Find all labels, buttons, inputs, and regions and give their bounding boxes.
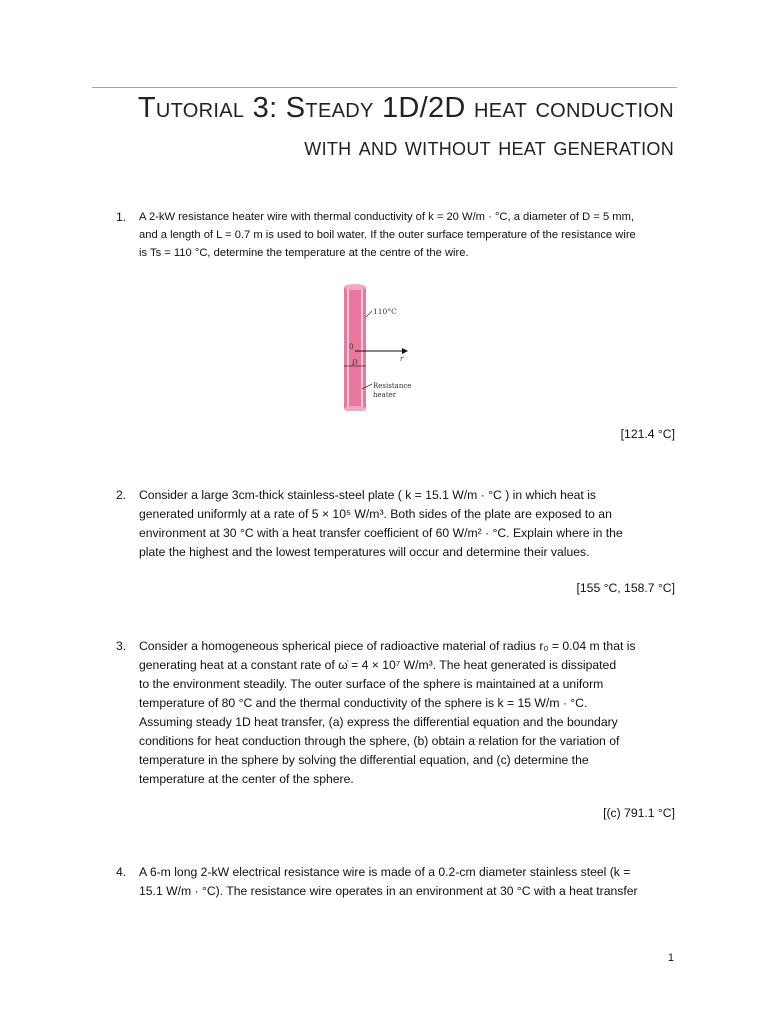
question-number: 4. xyxy=(116,865,127,879)
question-line: plate the highest and the lowest temperatures will occur and determine their values. xyxy=(139,545,590,559)
heater-wire-figure xyxy=(336,281,436,411)
question-4 xyxy=(116,863,676,901)
title-line-1: Tutorial 3: Steady 1D/2D heat conduction xyxy=(137,92,674,124)
question-line: A 6-m long 2-kW electrical resistance wire is made of a 0.2-cm diameter stainless steel (k = xyxy=(139,865,631,879)
heater-label-2: heater xyxy=(373,391,397,399)
question-line: temperature in the sphere by solving the differential equation, and (c) determine the xyxy=(139,753,589,767)
question-line: Assuming steady 1D heat transfer, (a) express the differential equation and the boundary xyxy=(139,715,618,729)
temp-label: 110°C xyxy=(373,307,397,316)
question-line: temperature of 80 °C and the thermal conductivity of the sphere is k = 15 W/m · °C. xyxy=(139,696,588,710)
question-line: is Ts = 110 °C, determine the temperature at the centre of the wire. xyxy=(139,247,469,259)
title-line-2: with and without heat generation xyxy=(304,133,674,161)
question-line: generated uniformly at a rate of 5 × 10⁵ W/m³. Both sides of the plate are exposed to an xyxy=(139,507,612,521)
question-text xyxy=(139,637,676,789)
question-text xyxy=(139,863,676,901)
question-text xyxy=(139,208,676,262)
question-line: conditions for heat conduction through the sphere, (b) obtain a relation for the variation of xyxy=(139,734,620,748)
question-line: 15.1 W/m · °C). The resistance wire operates in an environment at 30 °C with a heat transfer xyxy=(139,884,638,898)
arrow-head xyxy=(402,348,408,354)
question-number: 2. xyxy=(116,488,127,502)
question-3 xyxy=(116,637,676,789)
answer-3: [(c) 791.1 °C] xyxy=(603,806,675,820)
question-line: Consider a large 3cm-thick stainless-steel plate ( k = 15.1 W/m · °C ) in which heat is xyxy=(139,488,596,502)
question-text xyxy=(139,486,676,562)
question-1 xyxy=(116,208,676,262)
question-line: environment at 30 °C with a heat transfer coefficient of 60 W/m² · °C. Explain where in the xyxy=(139,526,623,540)
wire-top-end xyxy=(344,284,366,290)
wire-body xyxy=(344,287,366,409)
question-2 xyxy=(116,486,676,562)
question-line: Consider a homogeneous spherical piece of radioactive material of radius r₀ = 0.04 m that is xyxy=(139,639,636,653)
question-line: generating heat at a constant rate of ω̇ = 4 × 10⁷ W/m³. The heat generated is dissipated xyxy=(139,658,617,672)
d-label: D xyxy=(352,359,358,367)
answer-1: [121.4 °C] xyxy=(620,427,675,441)
page-number: 1 xyxy=(667,952,674,964)
origin-label: 0 xyxy=(349,343,354,351)
question-line: and a length of L = 0.7 m is used to boil water. If the outer surface temperature of the resistance wire xyxy=(139,229,636,241)
question-number: 3. xyxy=(116,639,127,653)
question-line: A 2-kW resistance heater wire with thermal conductivity of k = 20 W/m · °C, a diameter of D = 5 mm, xyxy=(139,211,635,223)
question-number: 1. xyxy=(116,210,127,224)
heater-label-1: Resistance xyxy=(373,382,412,390)
header-rule xyxy=(92,87,677,88)
temp-leader xyxy=(366,311,372,317)
question-line: temperature at the center of the sphere. xyxy=(139,772,354,786)
question-line: to the environment steadily. The outer surface of the sphere is maintained at a uniform xyxy=(139,677,604,691)
answer-2: [155 °C, 158.7 °C] xyxy=(576,581,675,595)
r-label: r xyxy=(400,355,404,363)
